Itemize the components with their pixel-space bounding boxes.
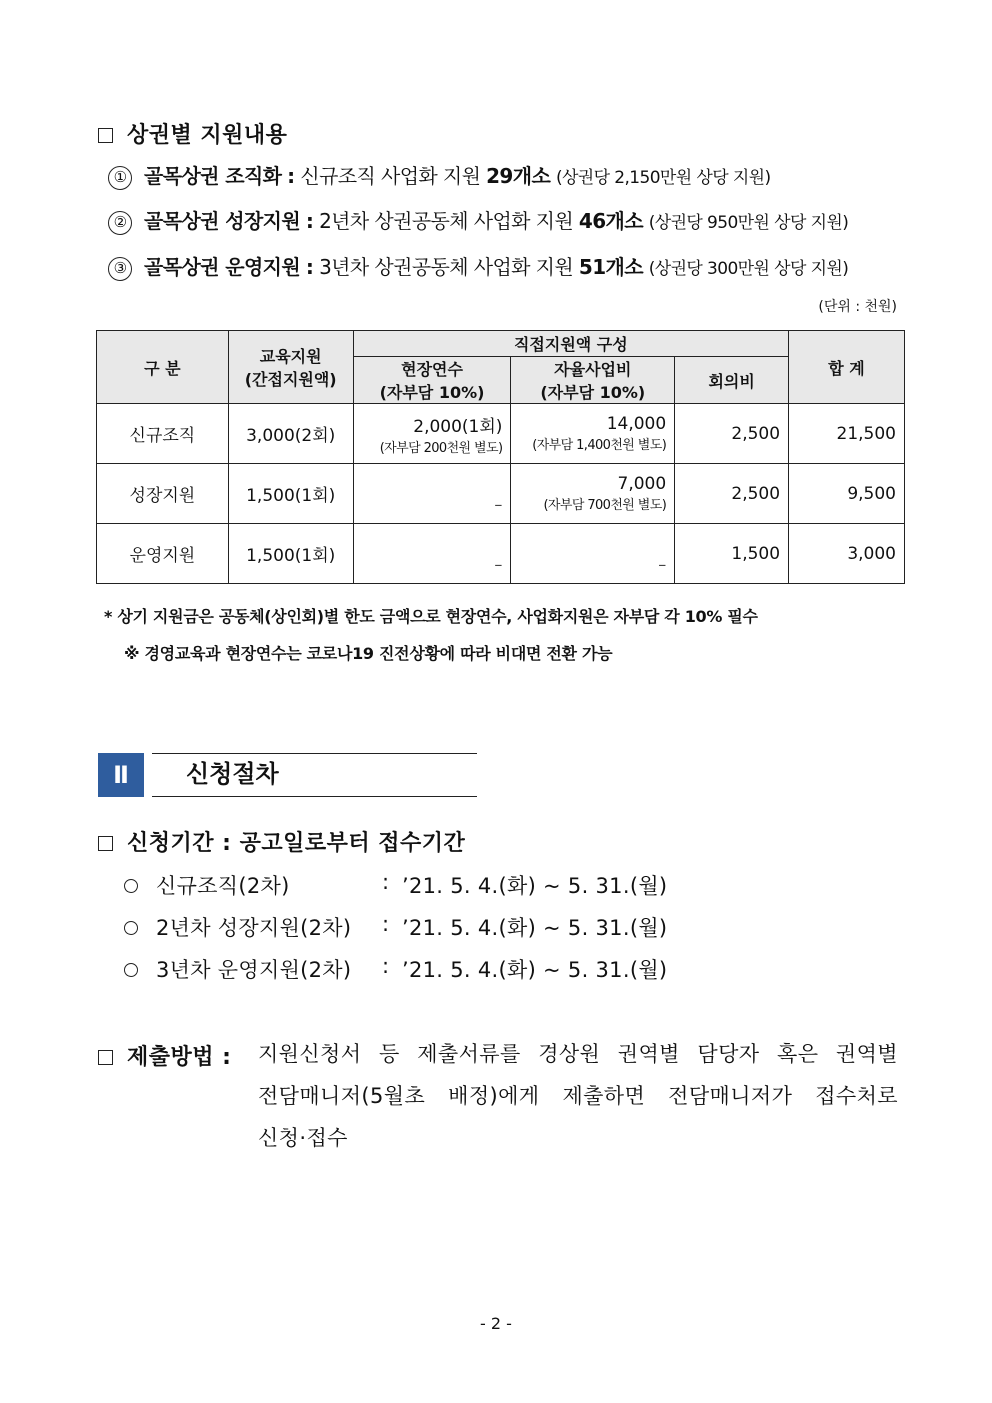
item-count: 51개소	[578, 255, 643, 279]
footnote-ref: ※ 경영교육과 현장연수는 코로나19 진전상황에 따라 비대면 전환 가능	[124, 644, 613, 663]
checkbox-square-icon	[98, 128, 113, 143]
support-table	[96, 330, 905, 584]
cell-self: –	[511, 524, 675, 584]
section-title: 신청절차	[152, 753, 477, 797]
header-education: 교육지원 (간접지원액)	[228, 331, 353, 404]
item-desc: 3년차 상권공동체 사업화 지원	[319, 255, 574, 279]
cell-total: 3,000	[789, 524, 905, 584]
cell-meeting: 2,500	[675, 464, 789, 524]
table-row	[97, 404, 905, 464]
item-count: 46개소	[578, 209, 643, 233]
period-item: 2년차 성장지원(2차) : ’21. 5. 4.(화) ~ 5. 31.(월)	[124, 912, 824, 942]
table-row	[97, 464, 905, 524]
cell-education: 3,000(2회)	[228, 404, 353, 464]
method-line: 신청·접수	[258, 1126, 348, 1150]
checkbox-square-icon	[98, 836, 113, 851]
method-text	[258, 1033, 898, 1159]
header-field: 현장연수 (자부담 10%)	[353, 357, 511, 404]
header-category: 구 분	[97, 331, 229, 404]
table-row	[97, 524, 905, 584]
circle-bullet-icon	[124, 879, 138, 893]
circled-number-icon: ①	[108, 166, 132, 190]
period-item: 3년차 운영지원(2차) : ’21. 5. 4.(화) ~ 5. 31.(월)	[124, 954, 824, 984]
cell-self: 14,000 (자부담 1,400천원 별도)	[511, 404, 675, 464]
cell-field: –	[353, 464, 511, 524]
circled-number-icon: ②	[108, 211, 132, 235]
cell-meeting: 2,500	[675, 404, 789, 464]
section-number-badge: Ⅱ	[98, 753, 144, 797]
item-name: 골목상권 성장지원	[144, 209, 301, 233]
item-note: (상권당 2,150만원 상당 지원)	[555, 168, 771, 188]
item-name: 골목상권 조직화	[144, 164, 282, 188]
item-name: 골목상권 운영지원	[144, 255, 301, 279]
period-item: 신규조직(2차) : ’21. 5. 4.(화) ~ 5. 31.(월)	[124, 870, 824, 900]
page-number: - 2 -	[480, 1314, 512, 1333]
cell-self: 7,000 (자부담 700천원 별도)	[511, 464, 675, 524]
circle-bullet-icon	[124, 921, 138, 935]
support-item-1: ① 골목상권 조직화 : 신규조직 사업화 지원 29개소 (상권당 2,150만원 상당 지원)	[108, 160, 771, 190]
item-desc: 신규조직 사업화 지원	[300, 164, 481, 188]
period-heading: 신청기간 : 공고일로부터 접수기간	[98, 826, 465, 857]
cell-meeting: 1,500	[675, 524, 789, 584]
unit-label: (단위 : 천원)	[818, 299, 897, 315]
header-self: 자율사업비 (자부담 10%)	[511, 357, 675, 404]
support-item-3: ③ 골목상권 운영지원 : 3년차 상권공동체 사업화 지원 51개소 (상권당 300만원 상당 지원)	[108, 251, 848, 281]
checkbox-square-icon	[98, 1050, 113, 1065]
method-heading: 제출방법 :	[98, 1040, 231, 1071]
item-note: (상권당 300만원 상당 지원)	[648, 259, 849, 279]
support-item-2: ② 골목상권 성장지원 : 2년차 상권공동체 사업화 지원 46개소 (상권당 950만원 상당 지원)	[108, 205, 848, 235]
cell-total: 9,500	[789, 464, 905, 524]
item-desc: 2년차 상권공동체 사업화 지원	[319, 209, 574, 233]
cell-education: 1,500(1회)	[228, 524, 353, 584]
cell-education: 1,500(1회)	[228, 464, 353, 524]
cell-field: 2,000(1회) (자부담 200천원 별도)	[353, 404, 511, 464]
footnote: * 상기 지원금은 공동체(상인회)별 한도 금액으로 현장연수, 사업화지원은 자부담 각 10% 필수	[104, 607, 758, 626]
cell-category: 운영지원	[97, 524, 229, 584]
cell-total: 21,500	[789, 404, 905, 464]
circled-number-icon: ③	[108, 257, 132, 281]
section-heading-support: 상권별 지원내용	[98, 118, 287, 149]
header-meeting: 회의비	[675, 357, 789, 404]
item-count: 29개소	[486, 164, 551, 188]
method-line: 전담매니저(5월초 배정)에게 제출하면 전담매니저가 접수처로	[258, 1084, 898, 1108]
circle-bullet-icon	[124, 963, 138, 977]
cell-category: 성장지원	[97, 464, 229, 524]
cell-field: –	[353, 524, 511, 584]
cell-category: 신규조직	[97, 404, 229, 464]
header-total: 합 계	[789, 331, 905, 404]
method-line: 지원신청서 등 제출서류를 경상원 권역별 담당자 혹은 권역별	[258, 1042, 898, 1066]
item-note: (상권당 950만원 상당 지원)	[648, 213, 849, 233]
header-direct: 직접지원액 구성	[353, 331, 788, 357]
